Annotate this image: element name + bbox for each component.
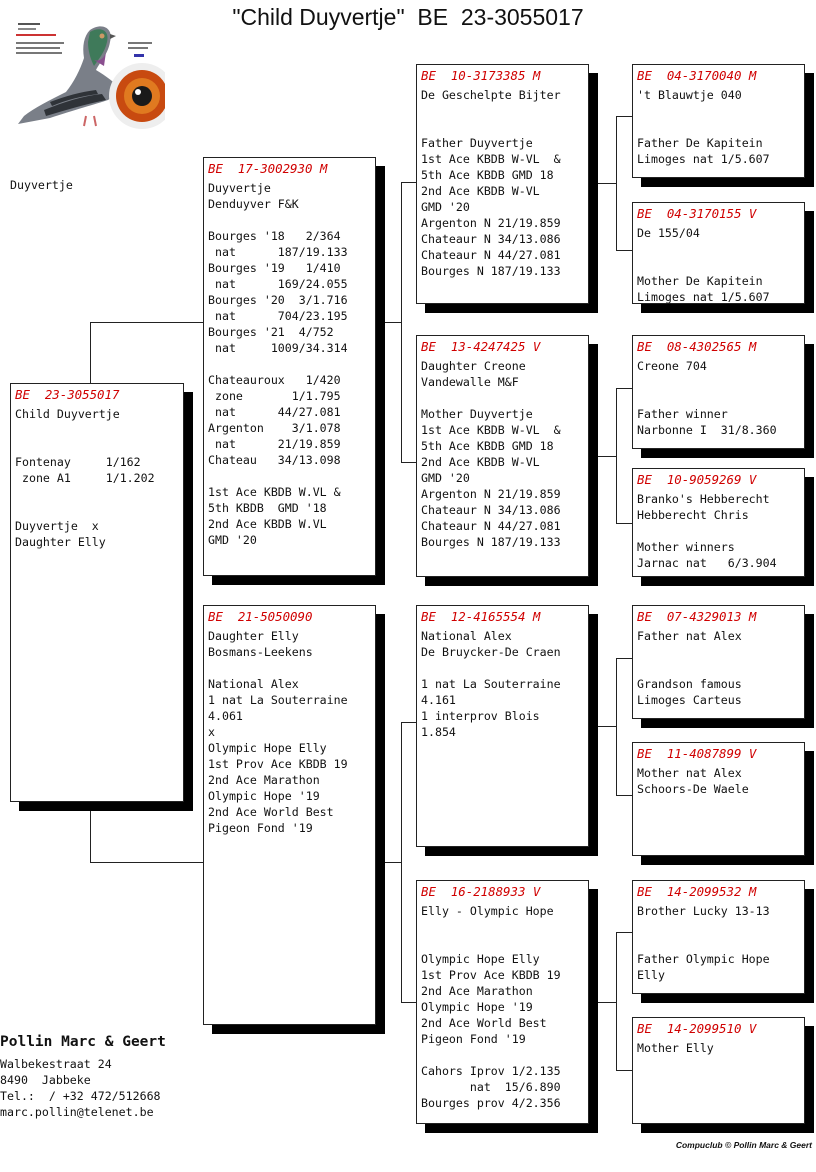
ring-number: BE 10-3173385 M <box>421 68 541 83</box>
card-line: Father nat Alex <box>637 629 742 643</box>
connector-line <box>616 932 632 933</box>
connector-line <box>589 726 616 727</box>
card-lines <box>421 358 586 550</box>
card-line: Branko's Hebberecht <box>637 492 770 506</box>
ring-number: BE 12-4165554 M <box>421 609 541 624</box>
card-line: Daughter Creone <box>421 359 526 373</box>
card-line: Vandewalle M&F <box>421 375 519 389</box>
card-line <box>637 935 802 951</box>
card-line: 2nd Ace Marathon <box>208 773 320 787</box>
card-line: Argenton N 21/19.859 <box>421 487 561 501</box>
card-subject[interactable] <box>10 383 184 802</box>
card-line: GMD '20 <box>421 471 470 485</box>
card-line: zone A1 1/1.202 <box>15 471 155 485</box>
card-line: Jarnac nat 6/3.904 <box>637 556 777 570</box>
card-line: 1st Ace KBDB W.VL & <box>208 485 341 499</box>
footer-credit: Compuclub © Pollin Marc & Geert <box>675 1140 812 1150</box>
card-line: 1 interprov Blois <box>421 709 540 723</box>
connector-line <box>401 722 417 723</box>
card-line <box>637 103 802 119</box>
card-line: Father Duyvertje <box>421 136 533 150</box>
connector-line <box>90 322 91 383</box>
card-dam-sire[interactable] <box>416 605 589 847</box>
card-sire-dam[interactable] <box>416 335 589 577</box>
card-line: Bourges N 187/19.133 <box>421 535 561 549</box>
card-line: Limoges nat 1/5.607 <box>637 152 770 166</box>
card-lines <box>15 406 181 550</box>
connector-line <box>589 183 616 184</box>
connector-line <box>616 250 632 251</box>
connector-line <box>401 722 402 1002</box>
card-line <box>637 374 802 390</box>
card-line: Denduyver F&K <box>208 197 299 211</box>
card-line <box>637 241 802 257</box>
breeder-street: Walbekestraat 24 <box>0 1057 112 1071</box>
card-line: nat 169/24.055 <box>208 277 348 291</box>
connector-line <box>589 456 616 457</box>
connector-line <box>616 388 632 389</box>
card-line: Duyvertje x <box>15 519 99 533</box>
card-line: Limoges Carteus <box>637 693 742 707</box>
card-line: nat 1009/34.314 <box>208 341 348 355</box>
card-line: Mother winners <box>637 540 735 554</box>
card-dam-dam[interactable] <box>416 880 589 1124</box>
card-line: Argenton 3/1.078 <box>208 421 341 435</box>
card-line: 1 nat La Souterraine <box>421 677 561 691</box>
card-line: Bourges '18 2/364 <box>208 229 341 243</box>
card-line: nat 15/6.890 <box>421 1080 561 1094</box>
card-line: Father winner <box>637 407 728 421</box>
card-lines <box>637 225 802 305</box>
card-line: Chateaur N 34/13.086 <box>421 503 561 517</box>
connector-line <box>616 116 617 250</box>
card-line: 1st Prov Ace KBDB 19 <box>208 757 348 771</box>
card-sire-sire[interactable] <box>416 64 589 304</box>
card-line <box>637 390 802 406</box>
connector-line <box>589 1002 616 1003</box>
card-line: Olympic Hope '19 <box>208 789 320 803</box>
connector-line <box>376 862 401 863</box>
card-line: Cahors Iprov 1/2.135 <box>421 1064 561 1078</box>
ring-number: BE 11-4087899 V <box>637 746 757 761</box>
ring-number: BE 16-2188933 V <box>421 884 541 899</box>
card-line: Chateau 34/13.098 <box>208 453 341 467</box>
card-line: Limoges nat 1/5.607 <box>637 290 770 304</box>
breeder-city: 8490 Jabbeke <box>0 1073 91 1087</box>
card-sire[interactable] <box>203 157 376 576</box>
card-line <box>637 119 802 135</box>
card-line: 2nd Ace KBDB W-VL <box>421 455 540 469</box>
card-line: Bosmans-Leekens <box>208 645 313 659</box>
card-line: Argenton N 21/19.859 <box>421 216 561 230</box>
ring-number: BE 07-4329013 M <box>637 609 757 624</box>
card-line <box>421 660 586 676</box>
card-line <box>15 502 181 518</box>
card-line: Fontenay 1/162 <box>15 455 141 469</box>
card-line: 1st Prov Ace KBDB 19 <box>421 968 561 982</box>
card-line: De Bruycker-De Craen <box>421 645 561 659</box>
card-line <box>637 919 802 935</box>
card-line: Chateauroux 1/420 <box>208 373 341 387</box>
card-line: Bourges N 187/19.133 <box>421 264 561 278</box>
card-line: Father De Kapitein <box>637 136 763 150</box>
card-lines <box>208 628 373 836</box>
card-line: 4.061 <box>208 709 243 723</box>
ring-number: BE 23-3055017 <box>15 387 120 402</box>
card-line: Pigeon Fond '19 <box>421 1032 526 1046</box>
ring-number: BE 17-3002930 M <box>208 161 328 176</box>
connector-line <box>616 1070 632 1071</box>
ring-number: BE 21-5050090 <box>208 609 313 624</box>
card-line: De Geschelpte Bijter <box>421 88 561 102</box>
card-lines <box>421 87 586 279</box>
connector-line <box>616 116 632 117</box>
card-line: nat 187/19.133 <box>208 245 348 259</box>
card-dam[interactable] <box>203 605 376 1025</box>
connector-line <box>90 322 204 323</box>
connector-line <box>616 795 632 796</box>
connector-line <box>401 182 417 183</box>
card-line: Bourges '20 3/1.716 <box>208 293 348 307</box>
card-line: 2nd Ace KBDB W.VL <box>208 517 327 531</box>
card-line: Mother De Kapitein <box>637 274 763 288</box>
card-sds[interactable] <box>632 335 805 449</box>
card-line: GMD '20 <box>208 533 257 547</box>
card-line: 5th Ace KBDB GMD 18 <box>421 439 554 453</box>
connector-line <box>616 658 617 795</box>
card-line: Mother Duyvertje <box>421 407 533 421</box>
card-line <box>421 119 586 135</box>
card-line: Grandson famous <box>637 677 742 691</box>
breeder-phone: Tel.: / +32 472/512668 <box>0 1089 161 1103</box>
card-lines <box>637 1040 802 1056</box>
card-line: Hebberecht Chris <box>637 508 749 522</box>
card-line <box>15 486 181 502</box>
card-line: 2nd Ace World Best <box>421 1016 547 1030</box>
card-lines <box>637 628 802 708</box>
card-sdd[interactable] <box>632 468 805 577</box>
card-line: Olympic Hope Elly <box>421 952 540 966</box>
card-lines <box>637 358 802 438</box>
card-line: Child Duyvertje <box>15 407 120 421</box>
card-line: Father Olympic Hope <box>637 952 770 966</box>
breeder-email[interactable]: marc.pollin@telenet.be <box>0 1105 154 1119</box>
card-line <box>208 468 373 484</box>
card-line: Schoors-De Waele <box>637 782 749 796</box>
card-line <box>208 212 373 228</box>
card-line <box>421 1047 586 1063</box>
card-line: 4.161 <box>421 693 456 707</box>
card-line: Daughter Elly <box>15 535 106 549</box>
breeder-name: Pollin Marc & Geert <box>0 1034 166 1050</box>
card-line: 2nd Ace KBDB W-VL <box>421 184 540 198</box>
card-line <box>637 644 802 660</box>
name-label: Duyvertje <box>10 178 73 192</box>
card-line: nat 704/23.195 <box>208 309 348 323</box>
card-line: Elly - Olympic Hope <box>421 904 554 918</box>
card-line: 1st Ace KBDB W-VL & <box>421 423 561 437</box>
card-line: Elly <box>637 968 665 982</box>
card-ddd[interactable] <box>632 1017 805 1124</box>
ring-number: BE 13-4247425 V <box>421 339 541 354</box>
card-line: nat 21/19.859 <box>208 437 341 451</box>
card-line <box>208 660 373 676</box>
card-line: 2nd Ace Marathon <box>421 984 533 998</box>
card-line <box>637 257 802 273</box>
connector-line <box>401 1002 417 1003</box>
card-line: Bourges '19 1/410 <box>208 261 341 275</box>
card-line: Chateaur N 34/13.086 <box>421 232 561 246</box>
card-dds[interactable] <box>632 880 805 994</box>
card-line <box>208 356 373 372</box>
connector-line <box>401 462 417 463</box>
card-line: GMD '20 <box>421 200 470 214</box>
card-line: Olympic Hope Elly <box>208 741 327 755</box>
connector-line <box>616 658 632 659</box>
ring-number: BE 04-3170155 V <box>637 206 757 221</box>
connector-line <box>90 802 91 862</box>
ring-number: BE 04-3170040 M <box>637 68 757 83</box>
card-dsd[interactable] <box>632 742 805 856</box>
card-line: 5th Ace KBDB GMD 18 <box>421 168 554 182</box>
ring-number: BE 14-2099532 M <box>637 884 757 899</box>
card-lines <box>208 180 373 548</box>
card-line: Creone 704 <box>637 359 707 373</box>
card-line <box>421 390 586 406</box>
card-line: Daughter Elly <box>208 629 299 643</box>
card-line: Chateaur N 44/27.081 <box>421 248 561 262</box>
card-line: Olympic Hope '19 <box>421 1000 533 1014</box>
card-sss[interactable] <box>632 64 805 178</box>
card-line: 1 nat La Souterraine <box>208 693 348 707</box>
card-ssd[interactable] <box>632 202 805 304</box>
card-line: National Alex <box>421 629 512 643</box>
card-line: National Alex <box>208 677 299 691</box>
ring-number: BE 08-4302565 M <box>637 339 757 354</box>
card-lines <box>421 628 586 740</box>
card-line: Pigeon Fond '19 <box>208 821 313 835</box>
card-lines <box>637 87 802 167</box>
ring-number: BE 10-9059269 V <box>637 472 757 487</box>
card-line: Bourges '21 4/752 <box>208 325 334 339</box>
card-line: Duyvertje <box>208 181 271 195</box>
card-line: zone 1/1.795 <box>208 389 341 403</box>
card-lines <box>421 903 586 1111</box>
ring-number: BE 14-2099510 V <box>637 1021 757 1036</box>
connector-line <box>616 932 617 1070</box>
card-lines <box>637 765 802 797</box>
page-title: "Child Duyvertje" BE 23-3055017 <box>232 4 584 30</box>
card-lines <box>637 903 802 983</box>
connector-line <box>616 388 617 523</box>
connector-line <box>376 322 401 323</box>
card-dss[interactable] <box>632 605 805 719</box>
card-line: x <box>208 725 215 739</box>
card-line <box>421 935 586 951</box>
connector-line <box>90 862 204 863</box>
card-line: 5th KBDB GMD '18 <box>208 501 327 515</box>
card-line <box>421 103 586 119</box>
card-line: Mother Elly <box>637 1041 714 1055</box>
card-line: De 155/04 <box>637 226 700 240</box>
pigeon-logo-icon <box>10 18 165 133</box>
card-line: Brother Lucky 13-13 <box>637 904 770 918</box>
card-line <box>15 438 181 454</box>
card-line <box>637 660 802 676</box>
card-line: Chateaur N 44/27.081 <box>421 519 561 533</box>
connector-line <box>616 523 632 524</box>
card-line: 1st Ace KBDB W-VL & <box>421 152 561 166</box>
card-line <box>15 422 181 438</box>
card-line: Narbonne I 31/8.360 <box>637 423 777 437</box>
card-lines <box>637 491 802 571</box>
card-line <box>637 523 802 539</box>
connector-line <box>401 182 402 462</box>
breeder-block <box>0 1034 166 1120</box>
card-line <box>421 919 586 935</box>
card-line: 't Blauwtje 040 <box>637 88 742 102</box>
card-line: Bourges prov 4/2.356 <box>421 1096 561 1110</box>
card-line: nat 44/27.081 <box>208 405 341 419</box>
card-line: 2nd Ace World Best <box>208 805 334 819</box>
card-line: 1.854 <box>421 725 456 739</box>
card-line: Mother nat Alex <box>637 766 742 780</box>
